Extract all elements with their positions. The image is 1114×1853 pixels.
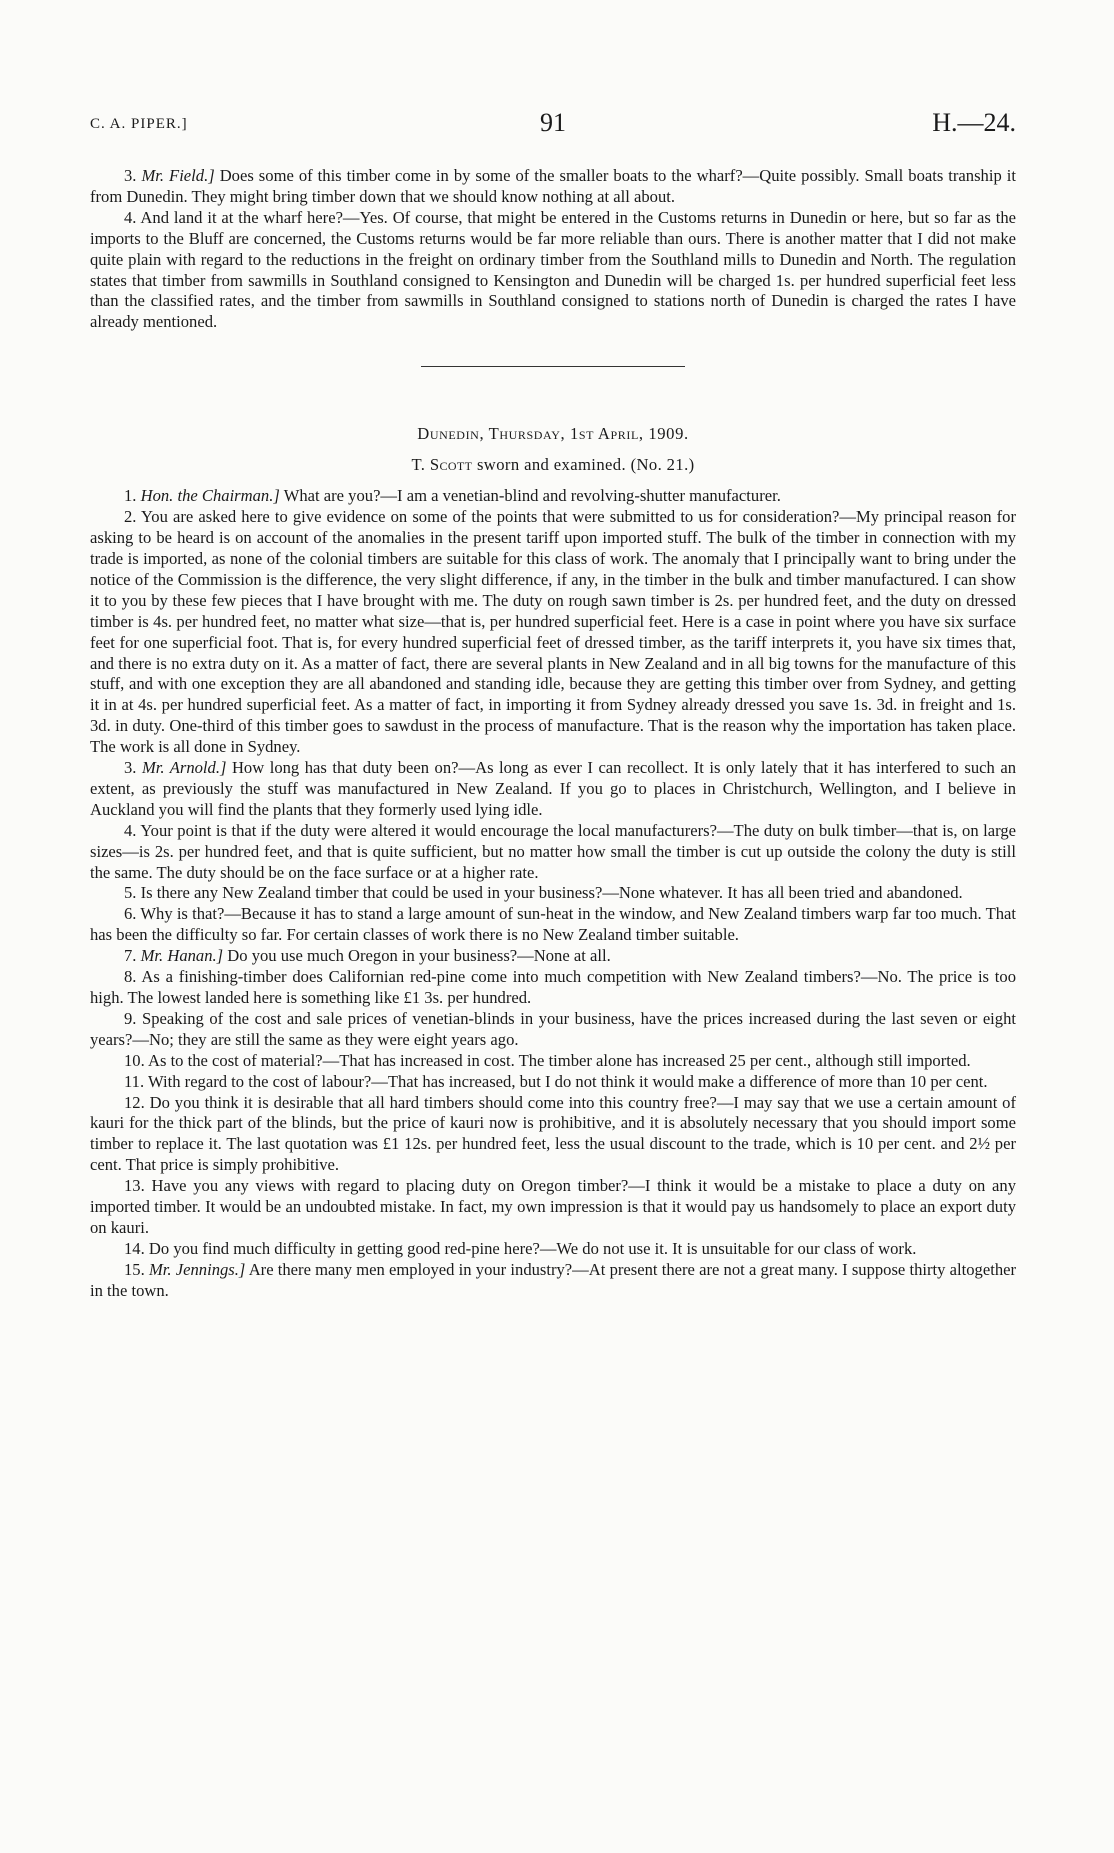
question-number: 3. [124,758,137,778]
page-header [90,108,1016,148]
speaker-name: Mr. Field.] [141,166,215,185]
speaker-name: Hon. the Chairman.] [140,486,280,506]
question-paragraph [90,1009,1016,1051]
sitting-date-line: Dunedin, Thursday, 1st April, 1909. [417,424,689,444]
question-paragraph [90,883,1016,904]
question-number: 8. [124,967,137,987]
question-text: What are you?—I am a venetian-blind and revolving-shutter manufacturer. [283,486,781,506]
section-divider [421,366,685,367]
question-text: Are there many men employed in your industry?—At present there are not a great many. I suppose thirty altogether in the town. [90,1259,1017,1300]
question-number: 4. [124,820,137,840]
question-number: 6. [124,904,137,924]
question-paragraph [90,1239,1016,1260]
witness-sworn-text: sworn and examined. (No. 21.) [472,455,695,475]
witness-name: T. Scott [411,455,473,475]
question-paragraph [90,166,1016,208]
question-paragraph [90,486,1016,507]
question-paragraph [90,904,1016,946]
question-number: 3. [124,166,137,185]
question-number: 14. [124,1238,145,1258]
question-text: Is there any New Zealand timber that could be used in your business?—None whatever. It has all been tried and abandoned. [140,883,963,903]
question-text: With regard to the cost of labour?—That has increased, but I do not think it would make a difference of more than 10 per cent. [148,1071,988,1091]
question-text: As a finishing-timber does Californian red-pine come into much competition with New Zealand timbers?—No. The price is too high. The lowest landed here is something like £1 3s. per hundred. [90,967,1017,1007]
speaker-name: Mr. Hanan.] [140,946,224,966]
question-number: 7. [124,946,137,966]
question-paragraph [90,1260,1016,1302]
question-number: 4. [124,207,137,227]
question-number: 5. [124,883,137,903]
page-number: 91 [540,108,566,137]
question-text: And land it at the wharf here?—Yes. Of course, that might be entered in the Customs returns in Dunedin or here, but so far as the imports to the Bluff are concerned, the Customs returns would be far more reliable than ours. There is another matter that I did not make quite plain with regard to the reductions in the freight on ordinary timber from the Southland mills to Dunedin and North. The regulation states that timber from sawmills in Southland consigned to Kensington and Dunedin will be charged 1s. per hundred superficial feet less than the classified rates, and the timber from sawmills in Southland consigned to stations north of Dunedin is charged the rates I have already mentioned. [90,207,1016,332]
question-number: 2. [124,507,137,527]
evidence-section-piper [90,166,1016,333]
question-paragraph [90,967,1016,1009]
document-code: H.—24. [932,108,1016,137]
question-text: As to the cost of material?—That has increased in cost. The timber alone has increased 25 per cent., although still imported. [147,1050,971,1070]
question-text: How long has that duty been on?—As long as ever I can recollect. It is only lately that it has interfered to such an extent, as previously the stuff was manufactured in New Zealand. If you go to places in Christchurch, Wellington, and I believe in Auckland you will find the plants that they formerly used lying idle. [90,758,1016,819]
speaker-name: Mr. Jennings.] [148,1259,246,1279]
question-text: Do you use much Oregon in your business?—None at all. [227,946,611,966]
question-number: 12. [124,1092,145,1112]
evidence-section-scott [90,486,1016,1301]
question-text: Do you find much difficulty in getting good red-pine here?—We do not use it. It is unsuitable for our class of work. [148,1238,917,1258]
speaker-name: Mr. Arnold.] [141,758,227,778]
question-paragraph [90,821,1016,884]
question-number: 9. [124,1008,137,1028]
question-number: 13. [124,1176,145,1196]
witness-running-head: C. A. PIPER.] [90,116,188,132]
question-paragraph [90,758,1016,821]
question-paragraph [90,1072,1016,1093]
question-paragraph [90,946,1016,967]
question-paragraph [90,1051,1016,1072]
question-text: Why is that?—Because it has to stand a large amount of sun-heat in the window, and New Zealand timbers warp far too much. That has been the difficulty so far. For certain classes of work there is no New Zealand timber suitable. [90,904,1016,945]
question-text: Does some of this timber come in by some of the smaller boats to the wharf?—Quite possibly. Small boats tranship it from Dunedin. They might bring timber down that we should know nothing at all about. [90,166,1016,206]
question-number: 15. [124,1259,145,1279]
question-text: Do you think it is desirable that all hard timbers should come into this country free?—I may say that we use a certain amount of kauri for the thick part of the blinds, but the price of kauri now is prohibitive, and it is absolutely necessary that you should import some timber to replace it. The last quotation was £1 12s. per hundred feet, less the usual discount to the trade, which is 10 per cent. and 2½ per cent. That price is simply prohibitive. [90,1092,1017,1175]
question-paragraph [90,1176,1016,1239]
question-paragraph [90,208,1016,333]
question-number: 10. [124,1050,145,1070]
question-text: Have you any views with regard to placing duty on Oregon timber?—I think it would be a mistake to place a duty on any imported timber. It would be an undoubted mistake. In fact, my own impression is that it would pay us handsomely to place an export duty on kauri. [90,1176,1016,1237]
question-paragraph [90,507,1016,758]
question-number: 11. [124,1071,145,1091]
question-text: You are asked here to give evidence on some of the points that were submitted to us for consideration?—My principal reason for asking to be heard is on account of the anomalies in the present tariff upon imported stuff. The bulk of the timber in connection with my trade is imported, as none of the colonial timbers are suitable for this class of work. The anomaly that I principally want to bring under the notice of the Commission is the difference, the very slight difference, if any, in the timber in the bulk and timber manufactured. I can show it to you by these few pieces that I have brought with me. The duty on rough sawn timber is 2s. per hundred feet, and the duty on dressed timber is 4s. per hundred feet, no matter what size—that is, per hundred superficial feet. Here is a case in point where you have six surface feet for one superficial foot. That is, for every hundred superficial feet of dressed timber, as the tariff interprets it, you have six times that, and there is no extra duty on it. As a matter of fact, there are several plants in New Zealand and in all big towns for the manufacture of this stuff, and with one exception they are all abandoned and standing idle, because they are getting this timber over from Sydney, and getting it in at 4s. per hundred superficial feet. As a matter of fact, in importing it from Sydney already dressed you save 1s. 3d. in freight and 1s. 3d. in duty. One-third of this timber goes to sawdust in the process of manufacture. That is the reason why the importation has taken place. The work is all done in Sydney. [90,507,1016,757]
question-paragraph [90,1093,1016,1177]
question-number: 1. [124,486,137,506]
witness-heading [90,455,1016,475]
question-text: Speaking of the cost and sale prices of venetian-blinds in your business, have the prices increased during the last seven or eight years?—No; they are still the same as they were eight years ago. [90,1008,1017,1049]
question-text: Your point is that if the duty were altered it would encourage the local manufacturers?—The duty on bulk timber—that is, on large sizes—is 2s. per hundred feet, and that is quite sufficient, but no matter how small the timber is cut up outside the colony the duty is still the same. The duty should be on the face surface or at a higher rate. [90,820,1016,882]
